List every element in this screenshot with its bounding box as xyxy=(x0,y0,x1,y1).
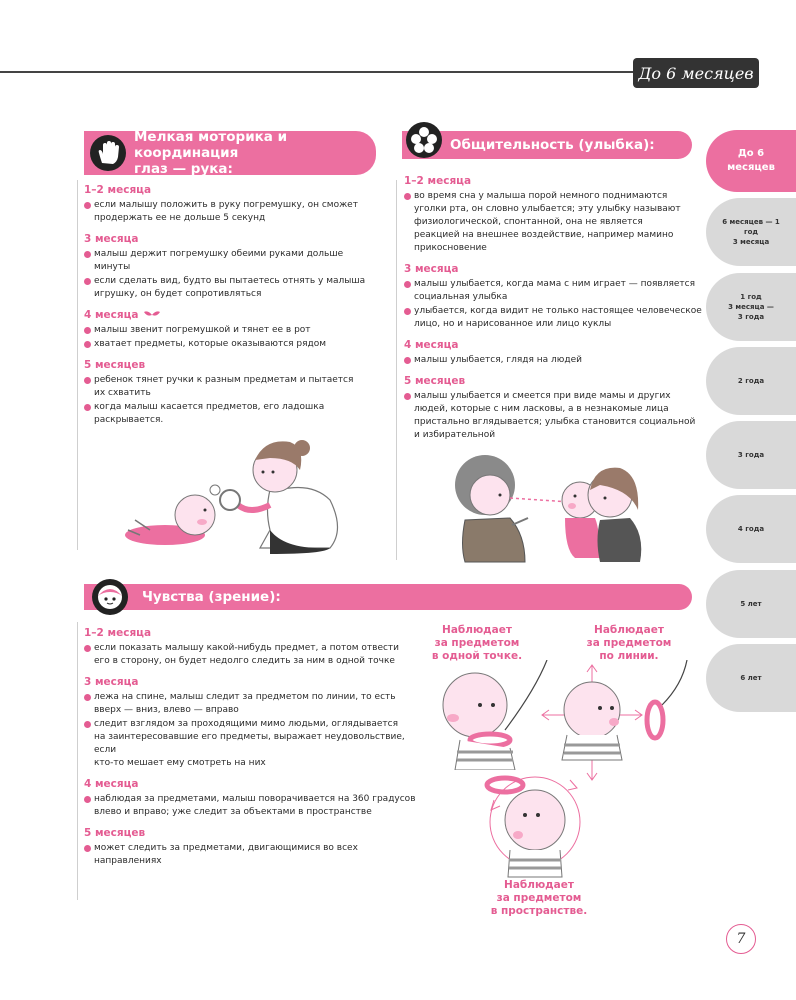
social-section-title: Общительность (улыбка): xyxy=(450,136,655,153)
list-item: когда малыш касается предметов, его ладошка раскрывается. xyxy=(84,401,389,427)
list-item: наблюдая за предметами, малыш поворачивается на 360 градусов влево и вправо; уже следит за объектами в пространстве xyxy=(84,793,419,819)
list-item: ребенок тянет ручки к разным предметам и пытается их схватить xyxy=(84,374,389,400)
age-heading: 4 месяца xyxy=(84,778,139,790)
motor-section-body xyxy=(84,184,389,428)
sidebar-tab-4-years[interactable]: 4 года xyxy=(706,495,796,563)
sprout-icon xyxy=(144,310,160,320)
list-item: хватает предметы, которые оказываются рядом xyxy=(84,338,389,351)
list-item: малыш улыбается, глядя на людей xyxy=(404,354,704,367)
center-column-rule xyxy=(396,180,397,560)
list-item: улыбается, когда видит не только настоящее человеческое лицо, но и нарисованное или лицо куклы xyxy=(404,305,704,331)
list-item: малыш улыбается и смеется при виде мамы и других людей, которые с ним ласковы, а в незнакомые лица пристально вглядывается; улыбка становится социальной и избирательной xyxy=(404,390,704,442)
age-heading-text: 4 месяца xyxy=(84,309,139,321)
age-heading: 4 месяца xyxy=(404,339,459,351)
age-heading: 5 месяцев xyxy=(84,359,146,371)
social-section-body xyxy=(404,175,704,443)
age-heading: 3 месяца xyxy=(84,676,139,688)
age-heading: 5 месяцев xyxy=(404,375,466,387)
list-item: если сделать вид, будто вы пытаетесь отнять у малыша игрушку, он будет сопротивляться xyxy=(84,275,389,301)
page-number: 7 xyxy=(726,924,756,954)
vision-section-header xyxy=(84,584,692,610)
caption-line: Наблюдает за предметом по линии. xyxy=(586,624,672,662)
list-item: если показать малышу какой-нибудь предмет, а потом отвести его в сторону, он будет недолго следить за ним в одной точке xyxy=(84,642,419,668)
sidebar-tab-2-years[interactable]: 2 года xyxy=(706,347,796,415)
baby-space-illustration xyxy=(480,760,590,878)
age-heading: 1–2 месяца xyxy=(84,184,152,196)
motor-section-header xyxy=(84,128,376,178)
mother-baby-rattle-illustration xyxy=(120,430,370,555)
chapter-tab[interactable]: До 6 месяцев xyxy=(633,58,759,88)
baby-face-icon xyxy=(92,579,128,615)
age-heading xyxy=(84,309,389,321)
age-heading: 1–2 месяца xyxy=(84,627,152,639)
age-heading: 3 месяца xyxy=(84,233,139,245)
list-item: следит взглядом за проходящими мимо людьми, оглядывается на заинтересовавшие его предметы, выражает неудовольствие, если кто-то мешает ему смотреть на них xyxy=(84,718,419,770)
list-item: лежа на спине, малыш следит за предметом по линии, то есть вверх — вниз, влево — вправо xyxy=(84,691,419,717)
grandma-baby-mother-illustration xyxy=(450,440,690,565)
sidebar-tab-3-years[interactable]: 3 года xyxy=(706,421,796,489)
age-heading: 3 месяца xyxy=(404,263,459,275)
list-item: малыш улыбается, когда мама с ним играет — появляется социальная улыбка xyxy=(404,278,704,304)
motor-section-title: Мелкая моторика и координация глаз — рука: xyxy=(134,128,288,178)
sidebar-tab-under-6-months[interactable]: До 6 месяцев xyxy=(706,130,796,192)
sidebar-tab-6m-1y3m[interactable]: 6 месяцев — 1 год 3 месяца xyxy=(706,198,796,266)
list-item: во время сна у малыша порой немного поднимаются уголки рта, он словно улыбается; эту улыбку называют физиологической, спонтанной, она не является реакцией на внешнее воздействие, например мамино прикосновение xyxy=(404,190,704,255)
faces-icon xyxy=(406,122,442,158)
list-item: если малышу положить в руку погремушку, он сможет продержать ее не дольше 5 секунд xyxy=(84,199,389,225)
left-column-rule-lower xyxy=(77,622,78,900)
age-heading: 1–2 месяца xyxy=(404,175,472,187)
list-item: малыш держит погремушку обеими руками дольше минуты xyxy=(84,248,389,274)
left-column-rule xyxy=(77,180,78,550)
sidebar-tab-6-years[interactable]: 6 лет xyxy=(706,644,796,712)
age-heading: 5 месяцев xyxy=(84,827,146,839)
caption-point: Наблюдает за предметом в одной точке. xyxy=(431,624,523,662)
hand-icon xyxy=(90,135,126,171)
sidebar-tab-5-years[interactable]: 5 лет xyxy=(706,570,796,638)
list-item: малыш звенит погремушкой и тянет ее в рот xyxy=(84,324,389,337)
vision-section-title: Чувства (зрение): xyxy=(142,588,281,605)
header-rule xyxy=(0,71,650,73)
caption-space: Наблюдает за предметом в пространстве. xyxy=(490,879,588,917)
vision-section-body xyxy=(84,627,419,869)
social-section-header xyxy=(402,131,692,159)
list-item: может следить за предметами, двигающимися во всех направлениях xyxy=(84,842,419,868)
sidebar-tab-1y3m-3y[interactable]: 1 год 3 месяца — 3 года xyxy=(706,273,796,341)
